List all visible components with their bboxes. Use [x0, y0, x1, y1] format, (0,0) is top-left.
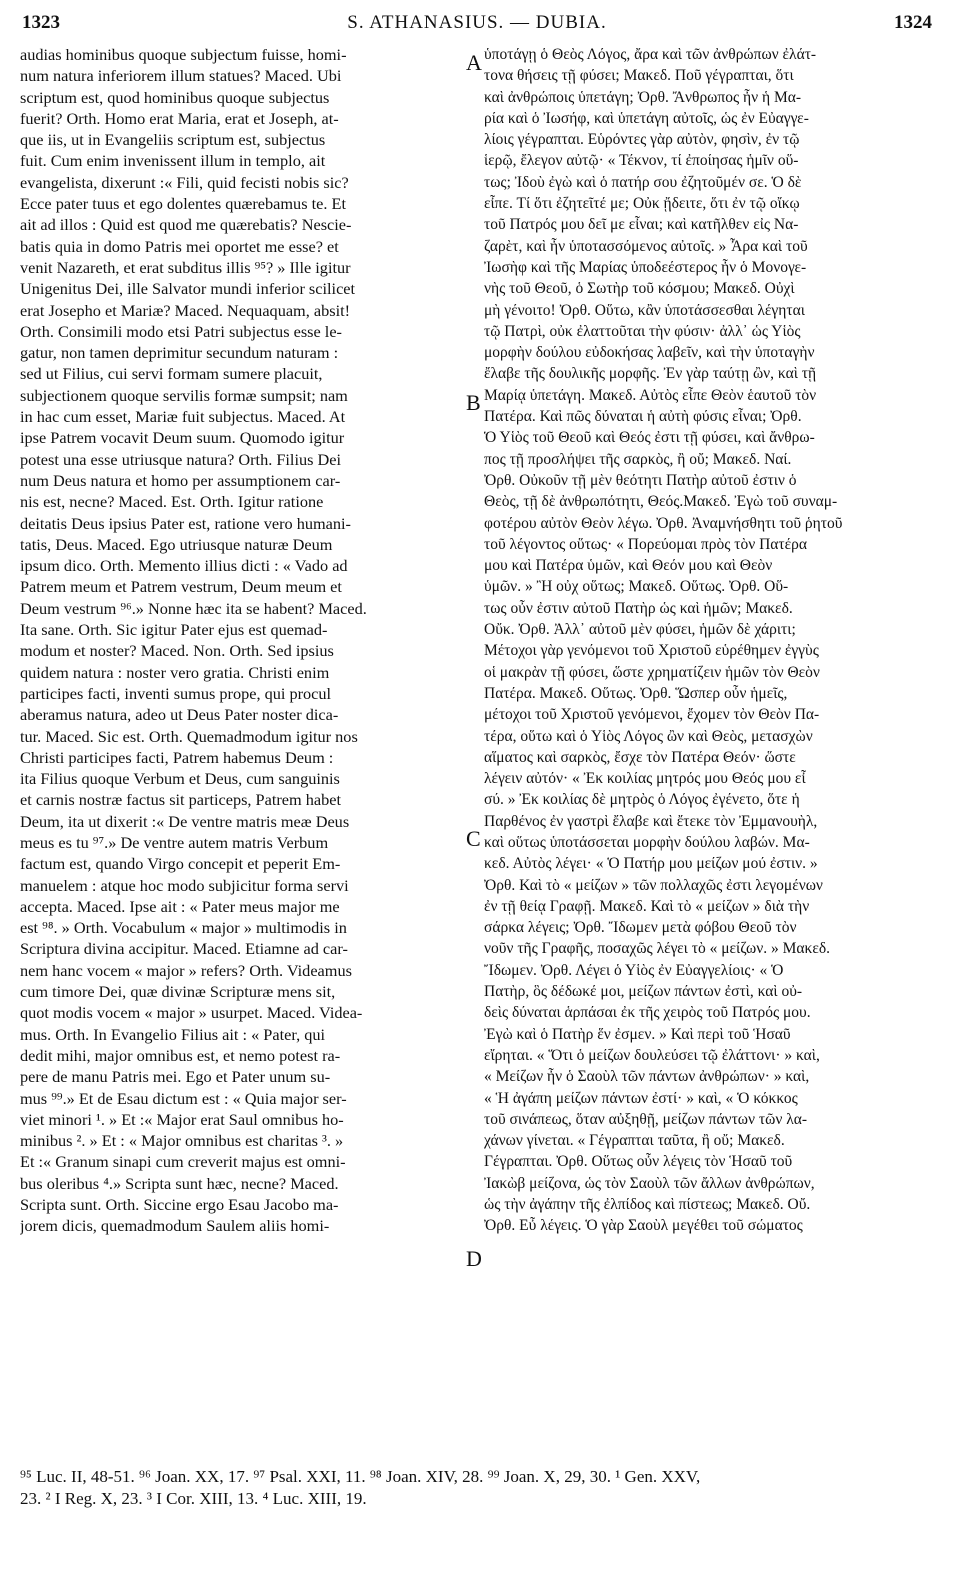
- text-line: nis est, necne? Maced. Est. Orth. Igitur ratione: [20, 492, 324, 512]
- text-line: accepta. Maced. Ipse ait : « Pater meus major me: [20, 896, 340, 916]
- text-line: potest una esse utriusque natura? Orth. Filius Dei: [20, 449, 342, 469]
- text-line: scriptum est, quod hominibus quoque subjectus: [20, 87, 330, 107]
- text-line: Deum, ita ut dixerit :« De ventre matris meæ Deus: [20, 811, 350, 831]
- text-line: est ⁹⁸. » Orth. Vocabulum « major » multimodis in: [20, 918, 347, 938]
- text-line: Scriptura divina accipitur. Maced. Etiamne ad car-: [20, 939, 348, 959]
- text-line: « Μείζων ἦν ὁ Σαοὺλ τῶν πάντων ἀνθρώπων· » καὶ,: [484, 1068, 810, 1086]
- text-line: νὴς τοῦ Θεοῦ, ὁ Σωτὴρ τοῦ κόσμου; Μακεδ. Οὐχὶ: [484, 280, 795, 298]
- text-line: τως; Ἰδοὺ ἐγὼ καὶ ὁ πατήρ σου ἐζητοῦμέν σε. Ὁ δὲ: [484, 173, 802, 191]
- text-line: τως οὖν ἐστιν αὐτοῦ Πατὴρ ὡς καὶ ἡμῶν; Μακεδ.: [484, 599, 793, 617]
- text-line: Ἐγὼ καὶ ὁ Πατὴρ ἕν ἐσμεν. » Καὶ περὶ τοῦ Ἡσαῦ: [484, 1025, 791, 1043]
- text-line: μου καὶ Πατέρα ὑμῶν, καὶ Θεόν μου καὶ Θεὸν: [484, 557, 773, 575]
- text-line: Scripta sunt. Orth. Siccine ergo Esau Jacobo ma-: [20, 1195, 339, 1215]
- text-line: venit Nazareth, et erat subditus illis ⁹⁵? » Ille igitur: [20, 257, 351, 277]
- text-line: Ἴδωμεν. Ὀρθ. Λέγει ὁ Υἱὸς ἐν Εὐαγγελίοις· « Ὁ: [484, 961, 784, 979]
- greek-column: [484, 44, 934, 1237]
- text-line: καὶ οὕτως ὑποτάσσεται μορφὴν δούλου λαβών. Μα-: [484, 833, 810, 851]
- text-line: Μέτοχοι γὰρ γενόμενοι τοῦ Χριστοῦ εὑρέθημεν ἐγγὺς: [484, 642, 819, 660]
- footnote-line: 23. ² I Reg. X, 23. ³ I Cor. XIII, 13. ⁴ Luc. XIII, 19.: [20, 1489, 367, 1508]
- text-line: Παρθένος ἐν γαστρὶ ἔλαβε καὶ ἔτεκε τὸν Ἐμμανουὴλ,: [484, 812, 818, 830]
- page-number-left: 1323: [22, 12, 60, 33]
- text-line: ἔλαβε τῆς δουλικῆς μορφῆς. Ἐν γὰρ ταύτῃ ὢν, καὶ τῇ: [484, 365, 817, 383]
- page-number-right: 1324: [894, 12, 932, 33]
- text-line: tur. Maced. Sic est. Orth. Quemadmodum igitur nos: [20, 726, 358, 746]
- margin-letter-c: C: [466, 826, 481, 851]
- text-line: κεδ. Αὐτὸς λέγει· « Ὁ Πατήρ μου μείζων μού ἐστιν. »: [484, 855, 818, 873]
- text-line: factum est, quando Virgo concepit et peperit Em-: [20, 854, 341, 874]
- text-line: Ὁ Υἱὸς τοῦ Θεοῦ καὶ Θεός ἐστι τῇ φύσει, καὶ ἄνθρω-: [484, 429, 815, 447]
- text-line: num natura inferiorem illum statues? Maced. Ubi: [20, 66, 342, 86]
- text-line: τῷ Πατρὶ, οὐκ ἐλαττοῦται τὴν φύσιν· ἀλλ᾽ ὡς Υἱὸς: [484, 322, 801, 340]
- text-line: in hac cum esset, Mariæ fuit subjectus. Maced. At: [20, 407, 346, 427]
- page-header: [22, 12, 932, 38]
- text-line: νοῦν τῆς Γραφῆς, ποσαχῶς λέγει τὸ « μείζων. » Μακεδ.: [484, 940, 831, 958]
- text-line: et carnis nostræ factus sit particeps, Patrem habet: [20, 790, 342, 810]
- text-line: ὑμῶν. » Ἢ οὐχ οὕτως; Μακεδ. Οὕτως. Ὀρθ. Οὕ-: [484, 578, 789, 596]
- text-line: dedit mihi, major omnibus est, et nemo potest ra-: [20, 1045, 341, 1065]
- text-line: Ecce pater tuus et ego dolentes quærebamus te. Et: [20, 194, 346, 214]
- text-line: τοῦ σινάπεως, ὅταν αὐξηθῇ, μείζων πάντων τῶν λα-: [484, 1110, 807, 1128]
- text-line: que iis, ut in Evangeliis scriptum est, subjectus: [20, 130, 326, 150]
- text-line: πος τῇ προσλήψει τῆς σαρκὸς, ἢ οὔ; Μακεδ. Ναί.: [484, 450, 792, 468]
- text-line: bus oleribus ⁴.» Scripta sunt hæc, necne? Maced.: [20, 1173, 339, 1193]
- margin-letter-d: D: [466, 1246, 482, 1271]
- text-line: Deum vestrum ⁹⁶.» Nonne hæc ita se habent? Maced.: [20, 598, 367, 618]
- text-line: αἵματος καὶ σαρκὸς, ἔσχε τὸν Πατέρα Θεόν· ὥστε: [484, 748, 796, 766]
- footnote-line: ⁹⁵ Luc. II, 48-51. ⁹⁶ Joan. XX, 17. ⁹⁷ Psal. XXI, 11. ⁹⁸ Joan. XIV, 28. ⁹⁹ Joan. X, 29, 30. ¹ Gen. XXV,: [20, 1467, 701, 1486]
- running-title: S. ATHANASIUS. — DUBIA.: [347, 12, 607, 33]
- text-line: καὶ ἀνθρώποις ὑπετάγη; Ὀρθ. Ἄνθρωπος ἦν ἡ Μα-: [484, 88, 802, 106]
- text-line: ὡς τὴν ἀγάπην τῆς ἐλπίδος καὶ πίστεως; Μακεδ. Οὔ.: [484, 1196, 811, 1214]
- text-line: audias hominibus quoque subjectum fuisse, homi-: [20, 45, 347, 64]
- text-line: subjectionem quoque servilis formæ sumpsit; nam: [20, 385, 348, 405]
- text-line: Ὀρθ. Οὐκοῦν τῇ μὲν θεότητι Πατὴρ αὐτοῦ ἐστιν ὁ: [484, 471, 797, 489]
- text-line: τοῦ Πατρός μου δεῖ με εἶναι; καὶ κατῆλθεν εἰς Να-: [484, 216, 799, 234]
- text-line: Ἰακὼβ μείζονα, ὡς τὸν Σαοὺλ τῶν ἄλλων ἀνθρώπων,: [484, 1174, 815, 1192]
- text-line: num Deus natura et homo per assumptionem car-: [20, 470, 341, 490]
- text-line: fuit. Cum enim invenissent illum in templo, ait: [20, 151, 326, 171]
- text-line: Θεὸς, τῇ δὲ ἀνθρωπότητι, Θεός.Μακεδ. Ἐγὼ τοῦ συναμ-: [484, 493, 838, 511]
- text-line: μέτοχοι τοῦ Χριστοῦ γενόμενοι, ἔχομεν τὸν Θεὸν Πα-: [484, 706, 820, 724]
- text-line: Et :« Granum sinapi cum creverit majus est omni-: [20, 1152, 346, 1172]
- margin-letter-a: A: [466, 50, 482, 75]
- text-line: ρία καὶ ὁ Ἰωσήφ, καὶ ὑπετάγη αὐτοῖς, ὡς ἐν Εὐαγγε-: [484, 109, 809, 127]
- text-line: sed ut Filius, cui servi formam sumere placuit,: [20, 364, 323, 384]
- text-line: οἱ μακρὰν τῇ φύσει, ὥστε χρηματίζειν ἡμῶν τὸν Θεὸν: [484, 663, 820, 681]
- text-line: minibus ². » Et : « Major omnibus est charitas ³. »: [20, 1131, 344, 1151]
- text-line: manuelem : atque hoc modo subjicitur forma servi: [20, 875, 349, 895]
- text-line: participes facti, inventi sumus prope, qui procul: [20, 683, 332, 703]
- text-line: Πατὴρ, ὃς δέδωκέ μοι, μείζων πάντων ἐστὶ, καὶ οὐ-: [484, 983, 803, 1001]
- text-line: δεὶς δύναται ἁρπάσαι ἐκ τῆς χειρὸς τοῦ Πατρός μου.: [484, 1004, 811, 1022]
- text-line: batis quia in domo Patris mei oportet me esse? et: [20, 236, 339, 256]
- text-line: gatur, non tamen deprimitur secundum naturam :: [20, 343, 339, 363]
- text-line: Ἰωσὴφ καὶ τῆς Μαρίας ὑποδεέστερος ἦν ὁ Μονογε-: [484, 258, 807, 276]
- text-line: ὑποτάγῃ ὁ Θεὸς Λόγος, ἄρα καὶ τῶν ἀνθρώπων ἐλάτ-: [484, 46, 817, 63]
- text-line: τέρα, οὕτω καὶ ὁ Υἱὸς Λόγος ὢν καὶ Θεὸς, μετασχὼν: [484, 727, 813, 745]
- text-line: φοτέρου αὐτὸν Θεὸν λέγω. Ὀρθ. Ἀναμνήσθητι τοῦ ῥητοῦ: [484, 514, 843, 532]
- text-line: pere de manu Patris mei. Ego et Pater unum su-: [20, 1067, 331, 1087]
- text-line: Unigenitus Dei, ille Salvator mundi inferior scilicet: [20, 279, 356, 299]
- text-line: ipse Patrem vocavit Deum suum. Quomodo igitur: [20, 428, 345, 448]
- text-line: ἐν τῇ θείᾳ Γραφῇ. Μακεδ. Καὶ τὸ « μείζων » διὰ τὴν: [484, 897, 810, 915]
- text-line: mus. Orth. In Evangelio Filius ait : « Pater, qui: [20, 1024, 326, 1044]
- text-line: aberamus natura, adeo ut Deus Pater noster dica-: [20, 705, 339, 725]
- margin-letter-b: B: [466, 390, 481, 415]
- text-line: evangelista, dixerunt :« Fili, quid fecisti nobis sic?: [20, 172, 349, 192]
- text-line: σύ. » Ἐκ κοιλίας δὲ μητρὸς ὁ Λόγος ἐγένετο, ὅτε ἡ: [484, 791, 800, 809]
- text-line: ἱερῷ, ἔλεγον αὐτῷ· « Τέκνον, τί ἐποίησας ἡμῖν οὕ-: [484, 152, 799, 170]
- text-line: Ὀρθ. Εὖ λέγεις. Ὁ γὰρ Σαοὺλ μεγέθει τοῦ σώματος: [484, 1217, 803, 1235]
- text-line: quot modis vocem « major » usurpet. Maced. Videa-: [20, 1003, 363, 1023]
- text-line: Ὀρθ. Καὶ τὸ « μείζων » τῶν πολλαχῶς ἐστι λεγομένων: [484, 876, 823, 894]
- text-line: cum timore Dei, quæ divinæ Scripturæ mens sit,: [20, 982, 336, 1002]
- text-line: τονα θήσεις τῇ φύσει; Μακεδ. Ποῦ γέγραπται, ὅτι: [484, 67, 794, 85]
- text-line: modum et noster? Maced. Non. Orth. Sed ipsius: [20, 641, 334, 661]
- text-line: fuerit? Orth. Homo erat Maria, erat et Joseph, at-: [20, 108, 339, 128]
- text-line: Orth. Consimili modo etsi Patri subjectus esse le-: [20, 321, 342, 341]
- text-line: εἶπε. Τί ὅτι ἐζητεῖτέ με; Οὐκ ᾔδειτε, ὅτι ἐν τῷ οἴκῳ: [484, 195, 800, 213]
- text-line: λίοις γέγραπται. Εὑρόντες γὰρ αὐτὸν, φησὶν, ἐν τῷ: [484, 131, 800, 149]
- text-line: μορφὴν δούλου εὐδοκήσας λαβεῖν, καὶ τὴν ὑποταγὴν: [484, 344, 815, 362]
- text-line: Γέγραπται. Ὀρθ. Οὕτως οὖν λέγεις τὸν Ἡσαῦ τοῦ: [484, 1153, 793, 1171]
- text-line: deitatis Deus ipsius Pater est, ratione vero humani-: [20, 513, 351, 533]
- text-line: ita Filius quoque Verbum et Deus, cum sanguinis: [20, 769, 340, 789]
- text-line: εἴρηται. « Ὅτι ὁ μείζων δουλεύσει τῷ ἐλάττονι· » καὶ,: [484, 1046, 820, 1064]
- text-line: Ita sane. Orth. Sic igitur Pater ejus est quemad-: [20, 620, 328, 640]
- text-line: Πατέρα. Μακεδ. Οὕτως. Ὀρθ. Ὥσπερ οὖν ἡμεῖς,: [484, 684, 788, 702]
- text-line: λέγειν αὐτόν· « Ἐκ κοιλίας μητρός μου Θεός μου εἶ: [484, 770, 806, 788]
- text-line: τοῦ λέγοντος οὕτως· « Πορεύομαι πρὸς τὸν Πατέρα: [484, 535, 807, 553]
- text-line: viet minori ¹. » Et :« Major erat Saul omnibus ho-: [20, 1109, 344, 1129]
- text-line: mus ⁹⁹.» Et de Esau dictum est : « Quia major ser-: [20, 1088, 347, 1108]
- text-line: ipsum dico. Orth. Memento illius dicti : « Vado ad: [20, 556, 348, 576]
- text-line: quidem natura : noster vero gratia. Christi enim: [20, 662, 330, 682]
- text-line: χάνων γίνεται. « Γέγραπται ταῦτα, ἢ οὔ; Μακεδ.: [484, 1132, 785, 1150]
- text-line: Πατέρα. Καὶ πῶς δύναται ἡ αὐτὴ φύσις εἶναι; Ὀρθ.: [484, 408, 802, 426]
- latin-column: [20, 44, 460, 1237]
- text-line: jorem dicis, quemadmodum Saulem aliis homi-: [20, 1216, 330, 1236]
- text-line: erat Josepho et Mariæ? Maced. Nequaquam, absit!: [20, 300, 351, 320]
- text-line: nem hanc vocem « major » refers? Orth. Videamus: [20, 960, 352, 980]
- text-line: meus es tu ⁹⁷.» De ventre autem matris Verbum: [20, 832, 329, 852]
- text-line: Μαρίᾳ ὑπετάγη. Μακεδ. Αὐτὸς εἶπε Θεὸν ἑαυτοῦ τὸν: [484, 386, 817, 404]
- text-line: « Ἡ ἀγάπη μείζων πάντων ἐστί· » καὶ, « Ὁ κόκκος: [484, 1089, 798, 1107]
- text-line: ζαρὲτ, καὶ ἦν ὑποτασσόμενος αὐτοῖς. » Ἆρα καὶ τοῦ: [484, 237, 808, 255]
- text-line: Οὔκ. Ὀρθ. Ἀλλ᾽ αὐτοῦ μὲν φύσει, ἡμῶν δὲ χάριτι;: [484, 621, 796, 639]
- text-line: Patrem meum et Patrem vestrum, Deum meum et: [20, 577, 342, 597]
- text-line: tatis, Deus. Maced. Ego utriusque naturæ Deum: [20, 534, 333, 554]
- footnotes: [20, 1466, 934, 1510]
- text-line: μὴ γένοιτο! Ὀρθ. Οὕτω, κἂν ὑποτάσσεσθαι λέγηται: [484, 301, 805, 319]
- text-line: ait ad illos : Quid est quod me quærebatis? Nescie-: [20, 215, 352, 235]
- text-line: Christi participes facti, Patrem habemus Deum :: [20, 747, 334, 767]
- text-line: σάρκα λέγεις; Ὀρθ. Ἴδωμεν μετὰ φόβου Θεοῦ τὸν: [484, 919, 797, 937]
